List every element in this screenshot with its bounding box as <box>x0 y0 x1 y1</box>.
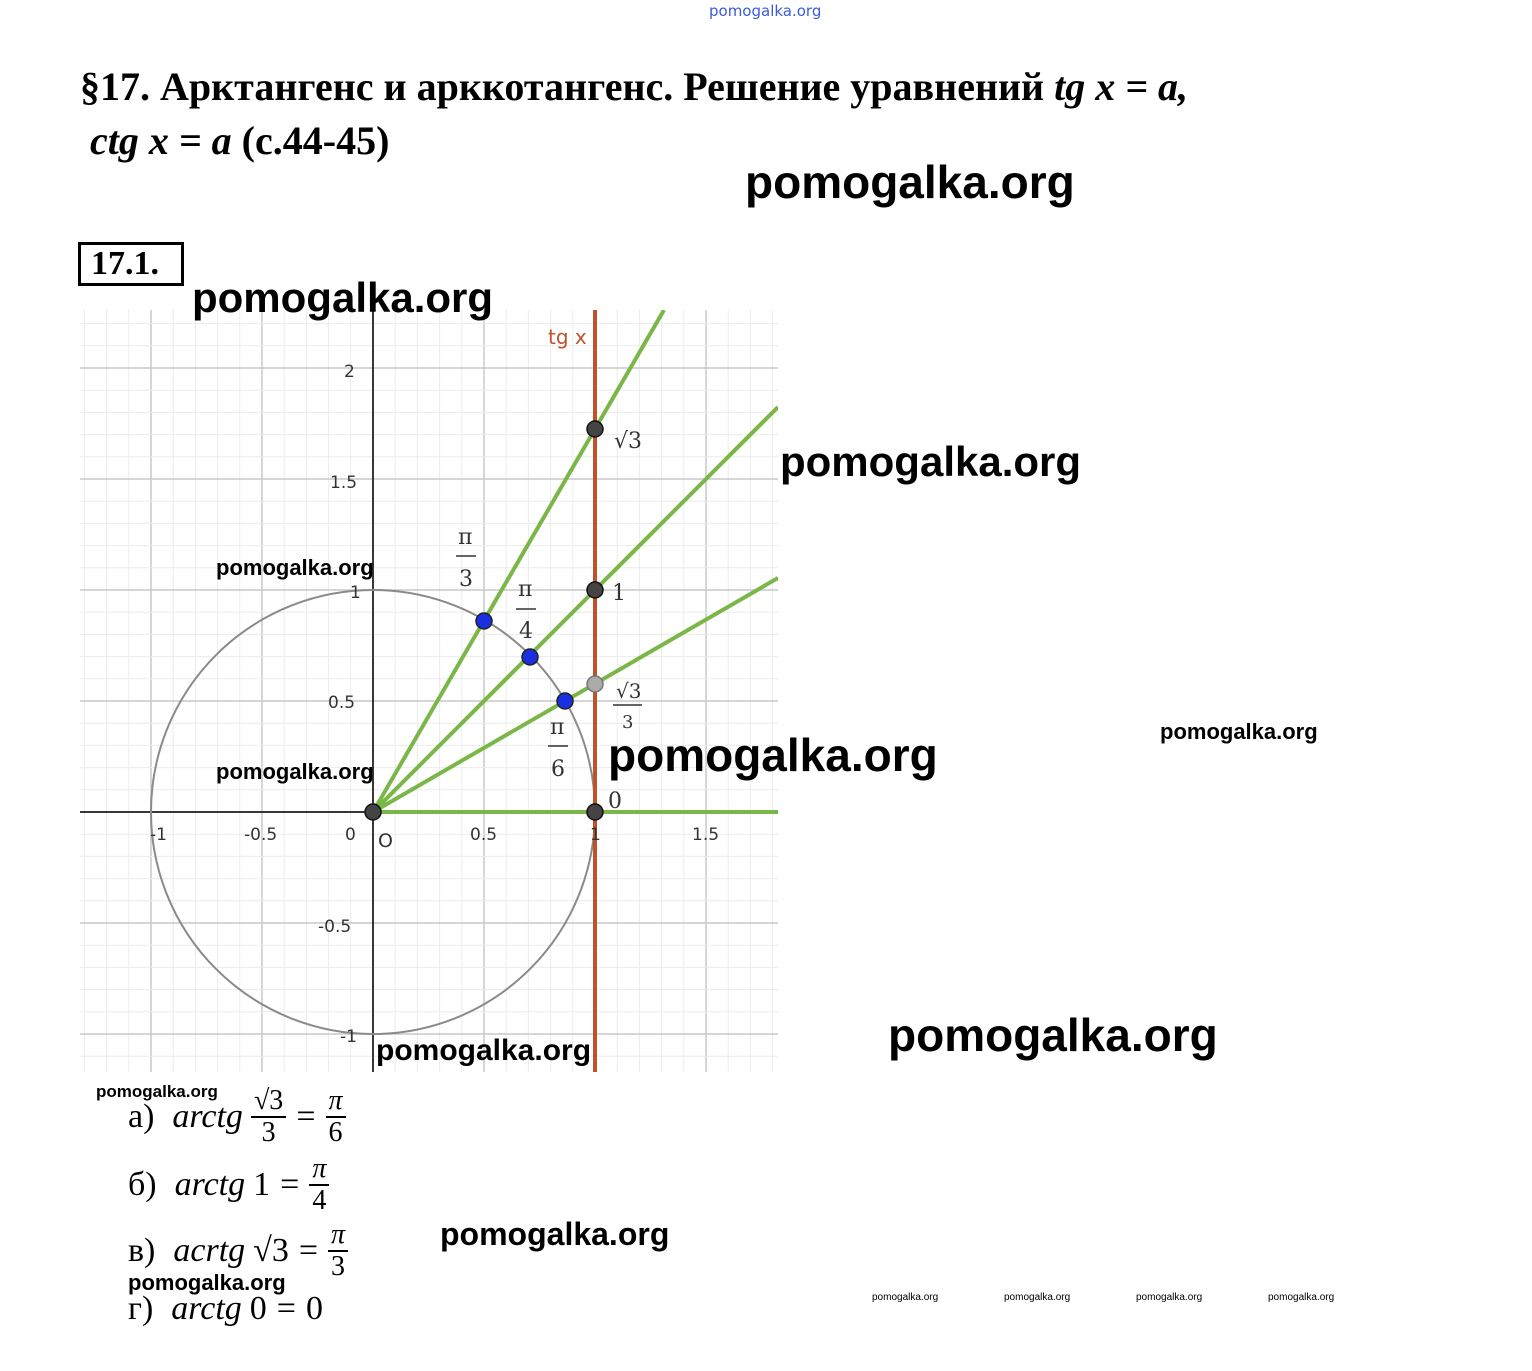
answer-func: arctg <box>174 1166 246 1203</box>
grid <box>80 310 778 1072</box>
y-tick-label: -1 <box>340 1027 357 1047</box>
watermark: pomogalka.org <box>745 156 1075 208</box>
fraction-denominator: 6 <box>328 1117 343 1148</box>
answer-arg: 0 <box>249 1290 267 1327</box>
answer-func: arctg <box>172 1098 243 1135</box>
answer-func: arctg <box>171 1290 242 1327</box>
watermark: pomogalka.org <box>216 759 374 784</box>
answer-result: 0 <box>305 1290 323 1327</box>
watermark: pomogalka.org <box>1268 1292 1335 1303</box>
answer-letter: г) <box>128 1290 154 1327</box>
title-text: §17. Арктангенс и арккотангенс. Решение уравнений <box>80 64 1045 109</box>
tan-value-one: 1 <box>612 581 626 606</box>
fraction-denominator: 3 <box>261 1117 276 1148</box>
answer-eq: = <box>298 1232 319 1269</box>
watermark: pomogalka.org <box>376 1034 592 1067</box>
tan-value-sqrt3-3-den: 3 <box>622 712 634 733</box>
watermark: pomogalka.org <box>96 1082 218 1101</box>
fraction-numerator: π <box>328 1220 348 1252</box>
x-tick-label: 1.5 <box>692 825 720 845</box>
point-pi6 <box>557 693 573 709</box>
x-tick-label: -0.5 <box>244 825 278 845</box>
watermark: pomogalka.org <box>440 1216 670 1252</box>
point-pi4 <box>522 649 538 665</box>
answer-eq: = <box>296 1098 316 1135</box>
y-tick-label: 1 <box>350 583 361 603</box>
watermark: pomogalka.org <box>128 1270 286 1295</box>
watermark-top: pomogalka.org <box>709 2 822 20</box>
point-tan-sqrt3 <box>587 421 603 437</box>
exercise-number: 17.1. <box>78 242 184 286</box>
y-tick-label: 1.5 <box>330 473 358 493</box>
answer-eq: = <box>276 1290 296 1327</box>
y-tick-label: 0.5 <box>328 693 356 713</box>
angle-label-pi6-den: 6 <box>551 757 565 782</box>
answer-letter: в) <box>128 1232 156 1269</box>
answer-letter: а) <box>128 1098 155 1135</box>
answer-arg-fraction <box>251 1086 286 1148</box>
fraction-numerator: π <box>326 1086 346 1118</box>
tangent-axis-label: tg x <box>548 325 587 349</box>
tan-value-zero: 0 <box>608 789 622 814</box>
angle-label-pi6-num: π <box>550 715 565 740</box>
watermark: pomogalka.org <box>1136 1292 1203 1303</box>
watermark: pomogalka.org <box>216 555 374 580</box>
page-title <box>80 60 1188 168</box>
watermark: pomogalka.org <box>1004 1292 1071 1303</box>
watermark: pomogalka.org <box>872 1292 939 1303</box>
watermark: pomogalka.org <box>780 438 1082 485</box>
point-pi3 <box>476 613 492 629</box>
tan-value-sqrt3: √3 <box>614 429 643 454</box>
point-tan-zero <box>587 804 603 820</box>
answer-result-fraction <box>326 1086 346 1148</box>
title-pages: (с.44-45) <box>241 118 390 163</box>
title-eq1: tg x = a, <box>1054 64 1188 109</box>
answer-arg: √3 <box>253 1232 289 1269</box>
answer-arg: 1 <box>253 1166 271 1203</box>
point-origin <box>365 804 381 820</box>
x-tick-label: 0.5 <box>470 825 498 845</box>
angle-label-pi3-den: 3 <box>459 567 473 592</box>
watermark: pomogalka.org <box>1160 719 1318 744</box>
answer-result-fraction <box>309 1154 329 1216</box>
angle-label-pi4-num: π <box>518 577 533 602</box>
y-tick-label: -0.5 <box>318 917 352 937</box>
fraction-numerator: √3 <box>251 1086 286 1118</box>
answer-v <box>128 1220 348 1282</box>
x-tick-label: 0 <box>345 825 356 845</box>
angle-label-pi3-num: π <box>458 525 473 550</box>
tan-value-sqrt3-3-num: √3 <box>616 679 642 703</box>
answer-eq: = <box>280 1166 300 1203</box>
answer-b <box>128 1154 329 1216</box>
answer-result-fraction <box>328 1220 348 1282</box>
x-tick-label: -1 <box>150 825 167 845</box>
answer-letter: б) <box>128 1166 157 1203</box>
watermark: pomogalka.org <box>608 729 938 781</box>
title-eq2: ctg x = a <box>90 118 232 163</box>
origin-label: O <box>378 830 393 852</box>
angle-label-pi4-den: 4 <box>519 619 533 644</box>
point-tan-sqrt3-3 <box>587 676 603 692</box>
fraction-denominator: 3 <box>331 1251 346 1282</box>
answer-func: acrtg <box>173 1232 246 1269</box>
watermark: pomogalka.org <box>192 274 494 321</box>
fraction-denominator: 4 <box>312 1185 327 1216</box>
x-tick-label: 1 <box>590 825 601 845</box>
answer-a <box>128 1086 346 1148</box>
y-tick-label: 2 <box>344 362 355 382</box>
unit-circle-graph <box>80 310 778 1072</box>
answer-g <box>128 1290 323 1328</box>
point-tan-one <box>587 582 603 598</box>
watermark: pomogalka.org <box>888 1009 1218 1061</box>
fraction-numerator: π <box>309 1154 329 1186</box>
